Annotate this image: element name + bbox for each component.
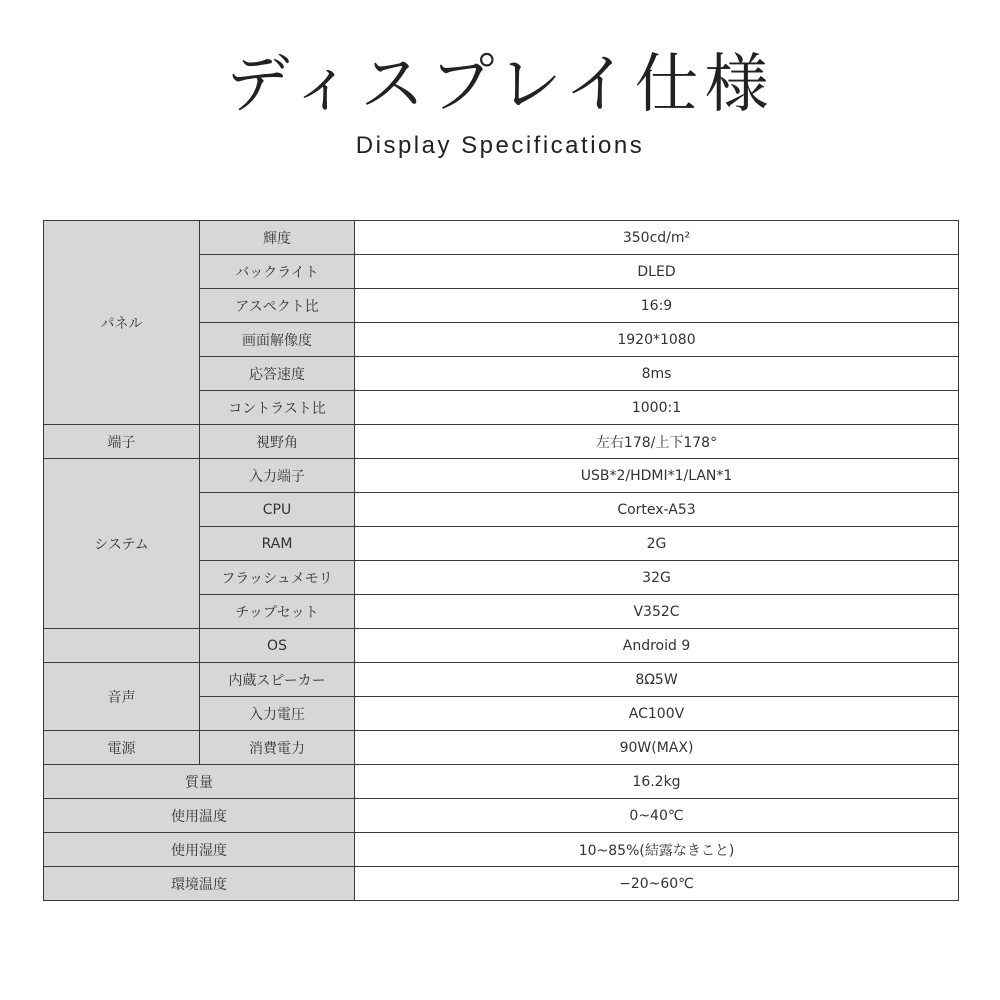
item-value: Android 9 [355,629,959,663]
category-cell-terminal: 端子 [44,425,200,459]
table-row [44,833,959,867]
item-label: OS [200,629,355,663]
item-label: RAM [200,527,355,561]
table-row [44,629,959,663]
item-label: 質量 [44,765,355,799]
item-label: 輝度 [200,221,355,255]
item-value: Cortex-A53 [355,493,959,527]
item-value: 16.2kg [355,765,959,799]
table-row [44,799,959,833]
item-label: コントラスト比 [200,391,355,425]
page-title: ディスプレイ仕様 [225,48,775,122]
item-label: 使用湿度 [44,833,355,867]
item-value: −20~60℃ [355,867,959,901]
item-value: 0~40℃ [355,799,959,833]
category-cell-power: 電源 [44,731,200,765]
table-row [44,459,959,493]
item-value: 左右178/上下178° [355,425,959,459]
item-label: CPU [200,493,355,527]
category-cell-system: システム [44,459,200,629]
table-row [44,663,959,697]
table-row [44,731,959,765]
item-value: 1000:1 [355,391,959,425]
item-label: アスペクト比 [200,289,355,323]
item-value: 1920*1080 [355,323,959,357]
item-value: DLED [355,255,959,289]
item-value: V352C [355,595,959,629]
item-value: USB*2/HDMI*1/LAN*1 [355,459,959,493]
category-cell-panel: パネル [44,221,200,425]
item-value: AC100V [355,697,959,731]
item-value: 8ms [355,357,959,391]
item-label: 入力端子 [200,459,355,493]
item-label: 視野角 [200,425,355,459]
item-value: 10~85%(結露なきこと) [355,833,959,867]
item-value: 16:9 [355,289,959,323]
table-row [44,867,959,901]
item-label: 入力電圧 [200,697,355,731]
item-label: 使用温度 [44,799,355,833]
item-label: 応答速度 [200,357,355,391]
table-row [44,425,959,459]
item-value: 90W(MAX) [355,731,959,765]
item-value: 8Ω5W [355,663,959,697]
item-label: チップセット [200,595,355,629]
spec-table [43,220,959,901]
item-label: 画面解像度 [200,323,355,357]
table-row [44,221,959,255]
item-value: 350cd/m² [355,221,959,255]
item-label: バックライト [200,255,355,289]
category-cell-empty [44,629,200,663]
item-label: 内蔵スピーカー [200,663,355,697]
item-label: 消費電力 [200,731,355,765]
item-value: 32G [355,561,959,595]
table-row [44,765,959,799]
item-label: 環境温度 [44,867,355,901]
category-cell-audio: 音声 [44,663,200,731]
item-label: フラッシュメモリ [200,561,355,595]
item-value: 2G [355,527,959,561]
page-subtitle: Display Specifications [355,132,645,159]
